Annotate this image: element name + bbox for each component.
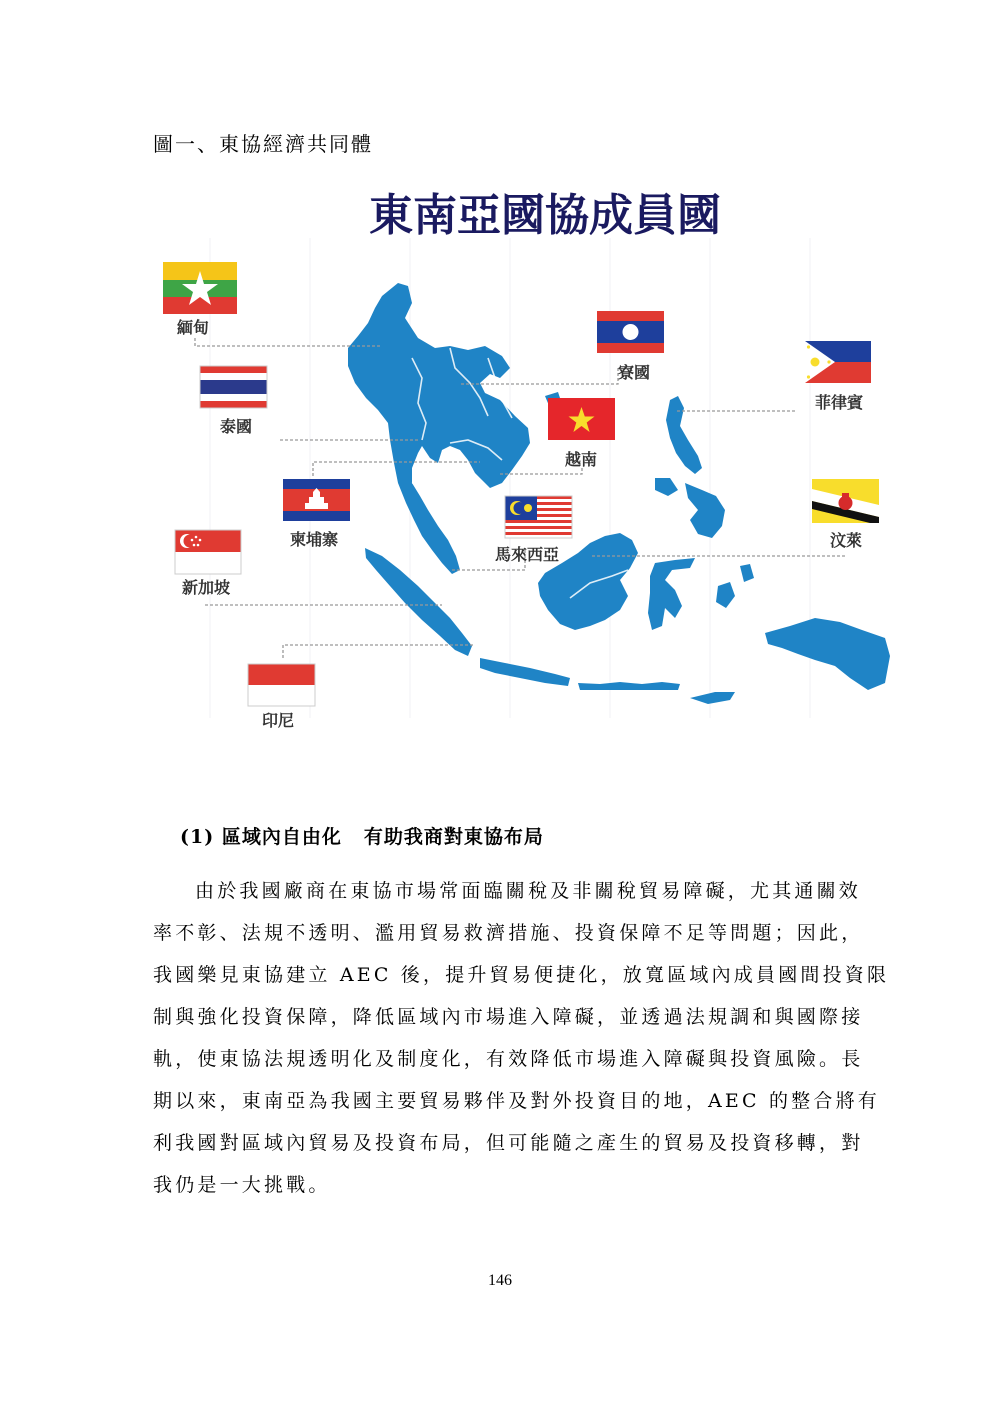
label-malaysia: 馬來西亞	[495, 545, 560, 564]
paragraph-line: 我國樂見東協建立 AEC 後，提升貿易便捷化，放寬區域內成員國間投資限	[153, 964, 890, 986]
label-brunei: 汶萊	[830, 531, 863, 550]
paragraph-line: 軌，使東協法規透明化及制度化，有效降低市場進入障礙與投資風險。長	[153, 1048, 864, 1070]
new-guinea	[765, 618, 890, 690]
maluku	[716, 564, 754, 608]
label-myanmar: 緬甸	[177, 318, 210, 337]
paragraph-line: 由於我國廠商在東協市場常面臨關稅及非關稅貿易障礙，尤其通關效	[195, 880, 862, 902]
label-philippines: 菲律賓	[815, 393, 864, 412]
asean-map	[150, 178, 890, 738]
map-grid	[210, 238, 810, 718]
flag-philippines	[805, 341, 871, 383]
flag-vietnam	[548, 398, 615, 440]
paragraph-line: 我仍是一大挑戰。	[153, 1174, 331, 1196]
label-cambodia: 柬埔寨	[290, 530, 339, 549]
map-title: 東南亞國協成員國	[369, 190, 721, 241]
mainland-southeast-asia	[348, 283, 530, 574]
timor	[690, 692, 735, 704]
flag-singapore	[175, 530, 241, 574]
asean-map-figure	[150, 178, 890, 738]
label-singapore: 新加坡	[182, 578, 231, 597]
paragraph-line: 利我國對區域內貿易及投資布局，但可能隨之產生的貿易及投資移轉，對	[153, 1132, 864, 1154]
flag-indonesia	[248, 664, 315, 706]
figure-caption: 圖一、東協經濟共同體	[153, 132, 373, 156]
flag-thailand	[200, 366, 267, 408]
section-title-part2: 有助我商對東協布局	[363, 826, 544, 848]
philippines	[666, 396, 702, 474]
section-title-part1: 區域內自由化	[221, 826, 342, 848]
lesser-sunda	[578, 682, 680, 690]
label-laos: 寮國	[618, 363, 651, 382]
leader-indonesia	[283, 645, 475, 658]
label-indonesia: 印尼	[262, 711, 295, 730]
flag-laos	[597, 311, 664, 353]
sulawesi	[648, 558, 695, 630]
java	[480, 658, 570, 686]
body-paragraph	[153, 870, 890, 1206]
paragraph-line: 率不彰、法規不透明、濫用貿易救濟措施、投資保障不足等問題；因此，	[153, 922, 864, 944]
flag-brunei	[812, 479, 879, 523]
section-number: (1)	[180, 826, 215, 848]
paragraph-line: 期以來，東南亞為我國主要貿易夥伴及對外投資目的地，AEC 的整合將有	[153, 1090, 880, 1112]
page-number: 146	[488, 1272, 512, 1289]
border-malaysia-thailand	[412, 480, 430, 483]
label-vietnam: 越南	[565, 450, 598, 469]
section-heading	[180, 822, 544, 849]
paragraph-line: 制與強化投資保障，降低區域內市場進入障礙，並透過法規調和與國際接	[153, 1006, 864, 1028]
flag-malaysia	[505, 496, 572, 538]
label-thailand: 泰國	[220, 417, 253, 436]
philippines-south	[685, 483, 725, 538]
visayas	[655, 478, 678, 496]
flag-cambodia	[283, 479, 350, 521]
flag-myanmar	[163, 262, 237, 314]
